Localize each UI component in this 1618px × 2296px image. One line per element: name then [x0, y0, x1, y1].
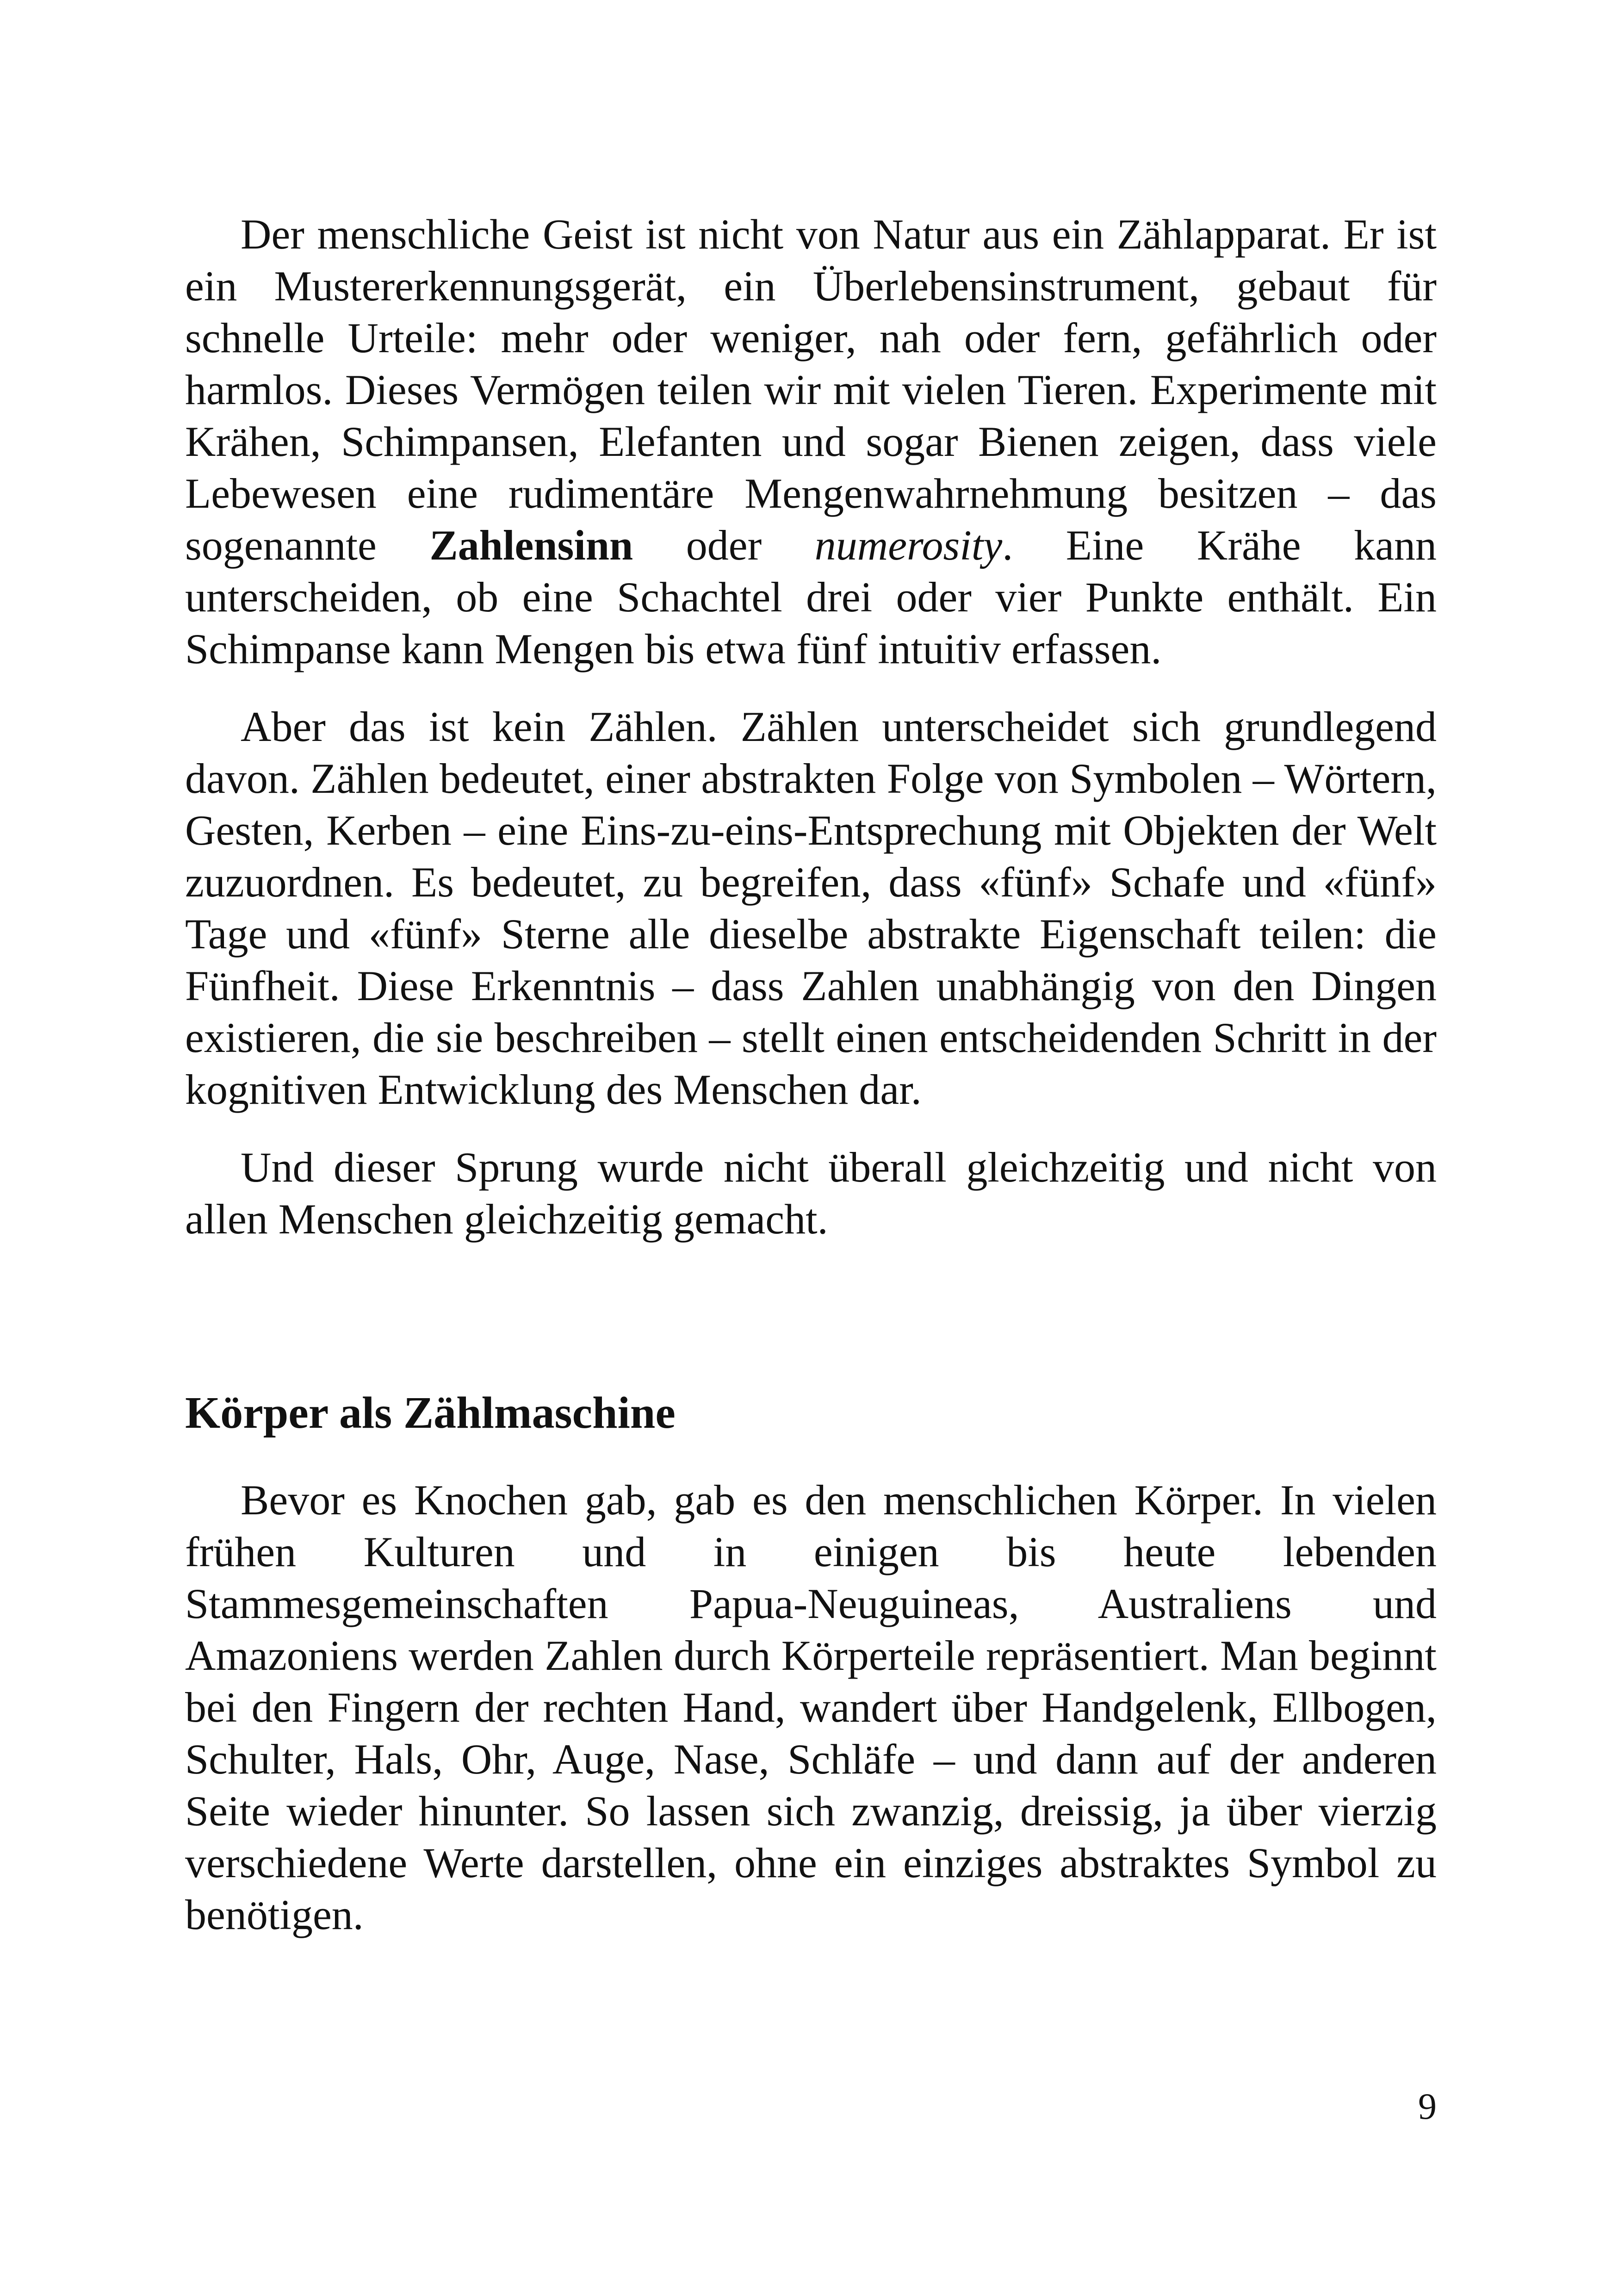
section-heading: Körper als Zählmaschine [185, 1388, 676, 1438]
paragraph-1-text-c: . Eine Krähe kann unterscheiden, ob eine Schachtel drei oder vier Punkte enthält. Ein Schimpanse kann Mengen bis etwa fünf intuitiv erfassen. [185, 522, 1437, 672]
italic-term-numerosity: numerosity [814, 522, 1003, 569]
paragraph-4: Bevor es Knochen gab, gab es den menschlichen Körper. In vielen frühen Kulturen und in einigen bis heute lebenden Stammesgemeinschaften Papua-Neuguineas, Australiens und Amazoniens werden Zahlen durch Körperteile repräsentiert. Man beginnt bei den Fingern der rechten Hand, wandert über Handgelenk, Ellbogen, Schulter, Hals, Ohr, Auge, Nase, Schläfe – und dann auf der anderen Seite wieder hinunter. So lassen sich zwanzig, dreissig, ja über vierzig verschiedene Werte darstellen, ohne ein einziges abstraktes Symbol zu benötigen. [185, 1476, 1437, 1938]
section-2-text [185, 1474, 1437, 1941]
paragraph-1 [185, 208, 1437, 675]
paragraph-3: Und dieser Sprung wurde nicht überall gleichzeitig und nicht von allen Menschen gleichzeitig gemacht. [185, 1144, 1437, 1243]
page-number: 9 [1418, 2086, 1437, 2127]
paragraph-1-text-b: oder [633, 522, 815, 569]
paragraph-2: Aber das ist kein Zählen. Zählen unterscheidet sich grundlegend davon. Zählen bedeutet, einer abstrakten Folge von Symbolen – Wörtern, Gesten, Kerben – eine Eins-zu-eins-Entsprechung mit Objekten der Welt zuzuordnen. Es bedeutet, zu begreifen, dass «fünf» Schafe und «fünf» Tage und «fünf» Sterne alle dieselbe abstrakte Eigenschaft teilen: die Fünfheit. Diese Erkenntnis – dass Zahlen unabhängig von den Dingen existieren, die sie beschreiben – stellt einen entscheidenden Schritt in der kognitiven Entwicklung des Menschen dar. [185, 703, 1437, 1113]
paragraph-1-text-a: Der menschliche Geist ist nicht von Natur aus ein Zählapparat. Er ist ein Mustererkennungsgerät, ein Überlebensinstrument, gebaut für schnelle Urteile: mehr oder weniger, nah oder fern, gefährlich oder harmlos. Dieses Vermögen teilen wir mit vielen Tieren. Experimente mit Krähen, Schimpansen, Elefanten und sogar Bienen zeigen, dass viele Lebewesen eine rudimentäre Mengenwahrnehmung besitzen – das sogenannte [185, 211, 1437, 569]
bold-term-zahlensinn: Zahlensinn [429, 522, 633, 569]
section-1-text [185, 208, 1437, 1245]
